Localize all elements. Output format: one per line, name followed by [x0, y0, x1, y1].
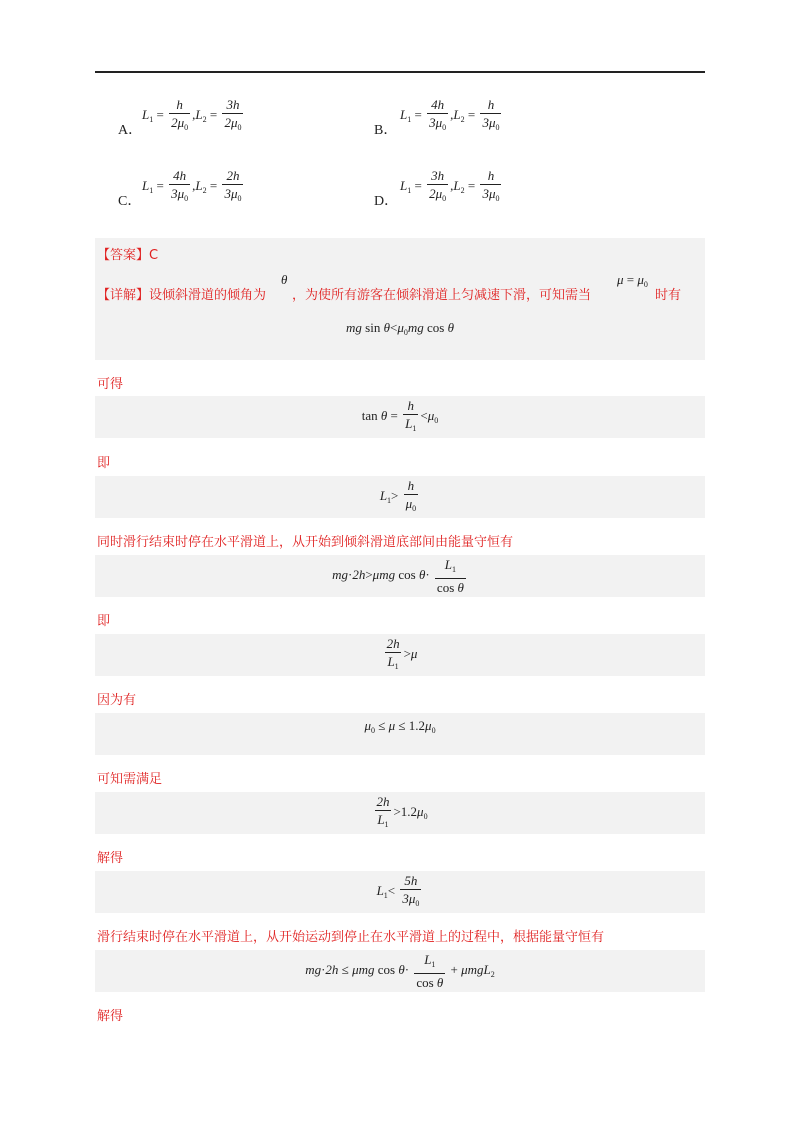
option-a[interactable] [118, 97, 298, 137]
option-a-letter: A． [118, 123, 143, 138]
equation-5: $\frac{2h}{L_1}$ >μ [95, 636, 705, 674]
theta-symbol: θ [281, 272, 288, 287]
option-a-formula: $L_1$ = $\frac{h}{2\mu_0}$ $,L_2$ = $\frac{3h}{2\mu_0}$ [142, 97, 245, 135]
answer-label: 【答案】C [97, 248, 159, 263]
detail-middle: ，为使所有游客在倾斜滑道上匀减速下滑，可知需当 [292, 288, 592, 303]
equation-9: mg·2h ≤ μmg cos θ· $\frac{L_1}{\text{cos θ}}$ + μmgL$_2$ [305, 952, 495, 990]
option-d-letter: D． [374, 194, 399, 209]
option-d-formula: $L_1$ = $\frac{3h}{2\mu_0}$ $,L_2$ = $\frac{h}{3\mu_0}$ [400, 168, 503, 206]
equation-8: $L_1<$ $\frac{5h}{3\mu_0}$ [95, 873, 705, 911]
step-text-3: 同时滑行结束时停在水平滑道上，从开始到倾斜滑道底部间由能量守恒有 [97, 535, 514, 550]
header-rule [95, 71, 705, 73]
option-b[interactable] [374, 97, 554, 137]
equation-7: $\frac{2h}{L_1}$ $>1.2\mu_0$ [95, 794, 705, 832]
option-b-letter: B． [374, 123, 398, 138]
step-text-9: 解得 [97, 1009, 124, 1024]
equation-1: mg $\sin \theta<\mu_0mg$ cos θ [346, 320, 454, 337]
step-text-2: 即 [97, 456, 111, 471]
option-c-formula: $L_1$ = $\frac{4h}{3\mu_0}$ $,L_2$ = $\frac{2h}{3\mu_0}$ [142, 168, 245, 206]
step-text-8: 滑行结束时停在水平滑道上，从开始运动到停止在水平滑道上的过程中，根据能量守恒有 [97, 930, 605, 945]
equation-6: $\mu_0 \le \mu \le 1.2\mu_0$ [364, 718, 436, 735]
step-text-6: 可知需满足 [97, 772, 163, 787]
option-d[interactable] [374, 168, 554, 208]
step-text-5: 因为有 [97, 693, 137, 708]
equation-3: $L_1>$ $\frac{h}{\mu_0}$ [95, 478, 705, 516]
step-text-7: 解得 [97, 851, 124, 866]
equation-2: tan θ = $\frac{h}{L_1}$ $<\mu_0$ [95, 398, 705, 436]
mu-equals-mu0: $\mu = \mu_0$ [617, 272, 648, 289]
step-text-1: 可得 [97, 377, 124, 392]
option-c[interactable] [118, 168, 298, 208]
detail-prefix: 【详解】设倾斜滑道的倾角为 [97, 288, 267, 303]
detail-suffix: 时有 [655, 288, 682, 303]
option-b-formula: $L_1$ = $\frac{4h}{3\mu_0}$ $,L_2$ = $\frac{h}{3\mu_0}$ [400, 97, 503, 135]
step-text-4: 即 [97, 614, 111, 629]
equation-4: mg·2h>μmg cos θ· $\frac{L_1}{\text{cos θ}}$ [332, 557, 464, 595]
option-c-letter: C． [118, 194, 142, 209]
